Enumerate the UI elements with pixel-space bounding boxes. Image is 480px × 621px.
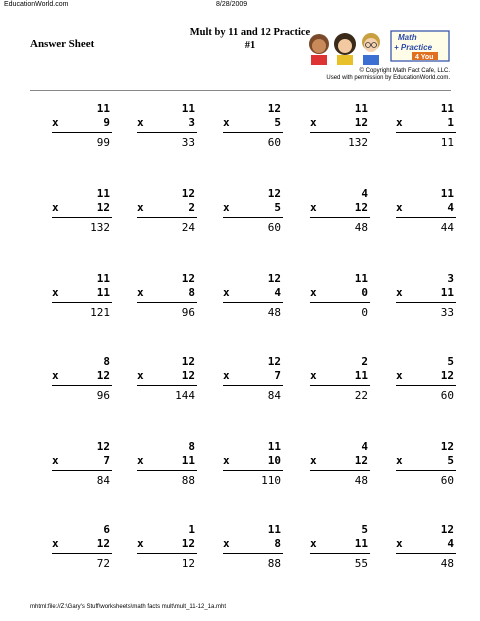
problem-top-number: 2 (361, 355, 368, 368)
answer-line (396, 470, 456, 471)
multiply-sign: x (396, 537, 403, 550)
multiply-sign: x (223, 537, 230, 550)
title-line-2: #1 (244, 40, 256, 51)
problem-answer: 60 (440, 389, 454, 402)
problem-top-number: 11 (181, 102, 195, 115)
problem-bottom-number: 11 (96, 286, 110, 299)
problem-bottom-number: 1 (447, 116, 454, 129)
problem-r5-c5 (396, 440, 456, 487)
multiply-sign: x (137, 369, 144, 382)
multiply-sign: x (310, 201, 317, 214)
multiply-sign: x (223, 286, 230, 299)
answer-line (310, 217, 370, 218)
problem-r3-c5 (396, 272, 456, 319)
problem-r6-c5 (396, 523, 456, 570)
problem-bottom-number: 7 (103, 454, 110, 467)
problem-top-number: 12 (267, 355, 281, 368)
multiply-sign: x (52, 369, 59, 382)
multiply-sign: x (137, 454, 144, 467)
problem-answer: 88 (181, 474, 195, 487)
answer-line (310, 302, 370, 303)
problem-bottom-number: 4 (447, 201, 454, 214)
answer-line (137, 302, 197, 303)
problem-answer: 99 (96, 136, 110, 149)
problem-r4-c4 (310, 355, 370, 402)
answer-line (223, 470, 283, 471)
problem-answer: 60 (267, 136, 281, 149)
problem-bottom-number: 11 (440, 286, 454, 299)
problem-top-number: 11 (96, 102, 110, 115)
multiply-sign: x (137, 286, 144, 299)
problem-top-number: 12 (181, 187, 195, 200)
answer-line (310, 470, 370, 471)
answer-line (396, 302, 456, 303)
problem-bottom-number: 12 (354, 201, 368, 214)
problem-r4-c5 (396, 355, 456, 402)
problem-bottom-number: 5 (274, 201, 281, 214)
multiply-sign: x (223, 454, 230, 467)
print-date: 8/28/2009 (216, 1, 248, 8)
problem-r6-c2 (137, 523, 197, 570)
problem-r2-c3 (223, 187, 283, 234)
problem-top-number: 11 (354, 272, 368, 285)
problem-bottom-number: 3 (188, 116, 195, 129)
answer-line (52, 217, 112, 218)
multiply-sign: x (223, 116, 230, 129)
problem-top-number: 6 (103, 523, 110, 536)
multiply-sign: x (396, 116, 403, 129)
answer-line (52, 132, 112, 133)
copyright-line-1: © Copyright Math Fact Cafe, LLC. (359, 68, 450, 74)
problem-r5-c1 (52, 440, 112, 487)
problem-answer: 144 (175, 389, 195, 402)
problem-bottom-number: 5 (274, 116, 281, 129)
answer-sheet-label: Answer Sheet (30, 38, 95, 50)
problem-top-number: 12 (440, 440, 454, 453)
problem-answer: 0 (361, 306, 368, 319)
multiply-sign: x (52, 537, 59, 550)
multiply-sign: x (52, 201, 59, 214)
problem-answer: 48 (354, 474, 368, 487)
multiply-sign: x (137, 201, 144, 214)
problem-r3-c3 (223, 272, 283, 319)
problem-bottom-number: 2 (188, 201, 195, 214)
answer-line (137, 132, 197, 133)
multiply-sign: x (52, 286, 59, 299)
multiply-sign: x (396, 201, 403, 214)
problem-top-number: 4 (361, 440, 368, 453)
answer-line (137, 217, 197, 218)
answer-line (223, 217, 283, 218)
problem-answer: 121 (90, 306, 110, 319)
header-divider (30, 90, 451, 91)
problem-answer: 96 (96, 389, 110, 402)
problem-top-number: 8 (103, 355, 110, 368)
problem-r1-c4 (310, 102, 370, 149)
multiply-sign: x (310, 286, 317, 299)
answer-line (52, 553, 112, 554)
problem-top-number: 11 (267, 523, 281, 536)
answer-line (310, 553, 370, 554)
answer-line (396, 553, 456, 554)
problem-answer: 12 (181, 557, 195, 570)
answer-line (396, 132, 456, 133)
problem-r3-c4 (310, 272, 370, 319)
problem-bottom-number: 7 (274, 369, 281, 382)
problem-top-number: 12 (267, 187, 281, 200)
multiply-sign: x (52, 116, 59, 129)
problem-top-number: 12 (96, 440, 110, 453)
multiply-sign: x (137, 116, 144, 129)
problem-r5-c2 (137, 440, 197, 487)
site-name: EducationWorld.com (4, 1, 69, 8)
multiply-sign: x (223, 201, 230, 214)
problem-bottom-number: 8 (274, 537, 281, 550)
answer-line (396, 217, 456, 218)
problem-bottom-number: 12 (96, 537, 110, 550)
problem-top-number: 11 (96, 272, 110, 285)
problem-bottom-number: 12 (96, 369, 110, 382)
problem-r4-c3 (223, 355, 283, 402)
problem-answer: 22 (354, 389, 368, 402)
logo-text-1: Math (398, 33, 417, 42)
problem-bottom-number: 12 (96, 201, 110, 214)
problem-r5-c3 (223, 440, 283, 487)
problem-bottom-number: 11 (181, 454, 195, 467)
problem-r5-c4 (310, 440, 370, 487)
problem-answer: 48 (440, 557, 454, 570)
answer-line (52, 385, 112, 386)
title-line-1: Mult by 11 and 12 Practice (189, 27, 311, 38)
problem-answer: 33 (181, 136, 195, 149)
math-practice-logo (390, 30, 450, 62)
problem-bottom-number: 12 (181, 537, 195, 550)
multiply-sign: x (137, 537, 144, 550)
kids-illustration (305, 29, 387, 65)
copyright-notice (300, 68, 450, 82)
answer-line (310, 132, 370, 133)
footer-path: mhtml:file://Z:\Gary's Stuff\worksheets\math facts mult\mult_11-12_1a.mht (30, 604, 226, 610)
answer-line (52, 302, 112, 303)
problem-answer: 132 (90, 221, 110, 234)
answer-line (137, 470, 197, 471)
problem-answer: 55 (354, 557, 368, 570)
multiply-sign: x (310, 537, 317, 550)
answer-line (396, 385, 456, 386)
problem-r1-c3 (223, 102, 283, 149)
answer-line (223, 132, 283, 133)
problem-top-number: 11 (440, 187, 454, 200)
problem-top-number: 8 (188, 440, 195, 453)
problem-answer: 110 (261, 474, 281, 487)
problem-bottom-number: 12 (354, 116, 368, 129)
multiply-sign: x (52, 454, 59, 467)
problem-top-number: 12 (440, 523, 454, 536)
problem-bottom-number: 12 (440, 369, 454, 382)
answer-line (137, 385, 197, 386)
problem-answer: 11 (440, 136, 454, 149)
problem-top-number: 11 (96, 187, 110, 200)
multiply-sign: x (310, 369, 317, 382)
problem-r4-c2 (137, 355, 197, 402)
problem-top-number: 12 (181, 355, 195, 368)
problem-answer: 48 (267, 306, 281, 319)
problem-r3-c2 (137, 272, 197, 319)
problem-r1-c2 (137, 102, 197, 149)
problem-r2-c4 (310, 187, 370, 234)
problem-top-number: 12 (267, 272, 281, 285)
problem-bottom-number: 12 (354, 454, 368, 467)
copyright-line-2: Used with permission by EducationWorld.com. (326, 75, 450, 81)
problem-answer: 48 (354, 221, 368, 234)
problem-bottom-number: 0 (361, 286, 368, 299)
problem-answer: 88 (267, 557, 281, 570)
problem-r3-c1 (52, 272, 112, 319)
problem-answer: 132 (348, 136, 368, 149)
problem-answer: 60 (267, 221, 281, 234)
problem-bottom-number: 11 (354, 537, 368, 550)
logo-text-2: + Practice (394, 43, 433, 52)
answer-line (310, 385, 370, 386)
problem-answer: 72 (96, 557, 110, 570)
answer-line (137, 553, 197, 554)
logo-text-3: 4 You (415, 54, 434, 61)
problem-answer: 84 (267, 389, 281, 402)
problem-top-number: 1 (188, 523, 195, 536)
problem-top-number: 5 (447, 355, 454, 368)
answer-line (52, 470, 112, 471)
multiply-sign: x (310, 454, 317, 467)
multiply-sign: x (396, 454, 403, 467)
problem-bottom-number: 9 (103, 116, 110, 129)
answer-line (223, 385, 283, 386)
problem-top-number: 11 (354, 102, 368, 115)
problem-answer: 96 (181, 306, 195, 319)
problem-top-number: 5 (361, 523, 368, 536)
problem-r6-c4 (310, 523, 370, 570)
problem-answer: 33 (440, 306, 454, 319)
problem-r6-c3 (223, 523, 283, 570)
answer-line (223, 302, 283, 303)
multiply-sign: x (310, 116, 317, 129)
problem-answer: 44 (440, 221, 454, 234)
problem-top-number: 4 (361, 187, 368, 200)
multiply-sign: x (396, 369, 403, 382)
problem-bottom-number: 4 (447, 537, 454, 550)
problem-r6-c1 (52, 523, 112, 570)
problem-top-number: 11 (267, 440, 281, 453)
answer-line (223, 553, 283, 554)
problem-bottom-number: 10 (267, 454, 281, 467)
multiply-sign: x (223, 369, 230, 382)
problem-r2-c2 (137, 187, 197, 234)
problem-top-number: 12 (181, 272, 195, 285)
problem-bottom-number: 12 (181, 369, 195, 382)
multiply-sign: x (396, 286, 403, 299)
problem-r2-c1 (52, 187, 112, 234)
problem-r1-c1 (52, 102, 112, 149)
problem-r2-c5 (396, 187, 456, 234)
problem-answer: 60 (440, 474, 454, 487)
problem-bottom-number: 5 (447, 454, 454, 467)
problem-top-number: 11 (440, 102, 454, 115)
problem-r1-c5 (396, 102, 456, 149)
problem-top-number: 3 (447, 272, 454, 285)
problem-bottom-number: 11 (354, 369, 368, 382)
problem-r4-c1 (52, 355, 112, 402)
problem-answer: 84 (96, 474, 110, 487)
problem-answer: 24 (181, 221, 195, 234)
problem-top-number: 12 (267, 102, 281, 115)
problem-bottom-number: 8 (188, 286, 195, 299)
problem-bottom-number: 4 (274, 286, 281, 299)
